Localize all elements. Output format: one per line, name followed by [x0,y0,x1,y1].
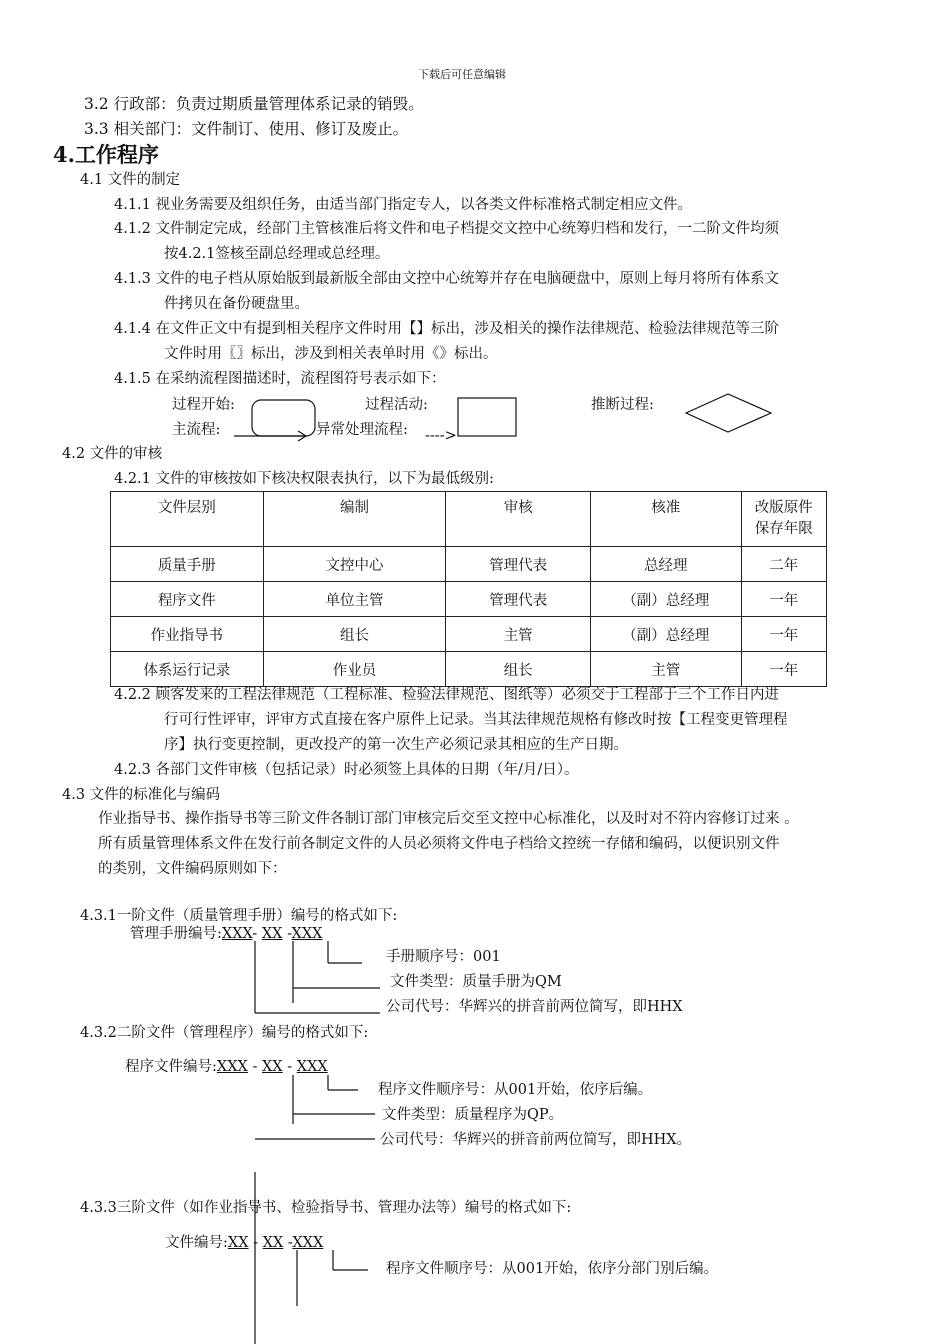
table-row [111,547,827,582]
table-cell: 一年 [741,582,826,617]
flow-dash-arrow: ----> [425,428,457,444]
table-cell: 组长 [263,617,446,652]
s4-3-body-1: 作业指导书、操作指导书等三阶文件各制订部门审核完后交至文控中心标准化，以及时对不符内容修订过来 。 [98,811,799,827]
s4-3-1-title: 4.3.1一阶文件（质量管理手册）编号的格式如下: [80,908,398,924]
table-cell: 质量手册 [111,547,264,582]
flow-decision-symbol [686,394,771,432]
s4-2-title: 4.2 文件的审核 [62,446,163,462]
table-header-row [111,492,827,547]
table-cell: 组长 [446,652,591,687]
flow-main-arrowhead [298,431,306,441]
code-1-note-sequence: 手册顺序号：001 [386,949,501,965]
code-separator: - [248,1235,263,1251]
table-cell: 文控中心 [263,547,446,582]
code-sequence: XXX [296,1059,328,1075]
table-cell: 管理代表 [446,582,591,617]
code-separator: - [282,1059,297,1075]
code-1-note-type: 文件类型：质量手册为QM [390,974,562,990]
para-3-3: 3.3 相关部门：文件制订、使用、修订及废止。 [84,120,409,138]
table-cell: 作业员 [263,652,446,687]
section-4-title: 4.工作程序 [53,142,159,167]
table-cell: 程序文件 [111,582,264,617]
table-header-cell: 文件层别 [111,492,264,547]
flow-start-label: 过程开始: [172,397,235,413]
code-2-note-sequence: 程序文件顺序号：从001开始，依序后编。 [378,1082,653,1098]
code-separator: - [282,926,292,942]
para-3-2: 3.2 行政部：负责过期质量管理体系记录的销毁。 [84,95,424,113]
s4-2-3: 4.2.3 各部门文件审核（包括记录）时必须签上具体的日期（年/月/日）。 [114,762,579,778]
code-format-2 [125,1057,328,1077]
table-cell: 体系运行记录 [111,652,264,687]
s4-3-title: 4.3 文件的标准化与编码 [62,787,221,803]
s4-1-4a: 4.1.4 在文件正文中有提到相关程序文件时用【】标出，涉及相关的操作法律规范、检验法律规范等三阶 [114,321,779,337]
code-label: 管理手册编号: [130,926,222,942]
table-cell: 总经理 [590,547,741,582]
table-cell: 二年 [741,547,826,582]
code-format-3 [165,1233,323,1253]
table-header-retention-line2: 保存年限 [754,521,813,537]
s4-1-4b: 文件时用〖〗标出，涉及到相关表单时用《》标出。 [164,346,498,362]
table-row [111,617,827,652]
s4-1-1: 4.1.1 视业务需要及组织任务，由适当部门指定专人，以各类文件标准格式制定相应文件。 [114,197,692,213]
s4-1-2a: 4.1.2 文件制定完成，经部门主管核准后将文件和电子档提交文控中心统筹归档和发行，一二阶文件均须 [114,221,779,237]
approval-table [110,491,827,687]
code-tree-1 [255,941,380,1013]
s4-2-2a: 4.2.2 顾客发来的工程法律规范（工程标准、检验法律规范、图纸等）必须交于工程部于三个工作日内进 [114,687,779,703]
table-header-cell: 核准 [590,492,741,547]
table-row [111,652,827,687]
code-format-1 [130,924,322,944]
code-2-note-company: 公司代号：华辉兴的拼音前两位简写，即HHX。 [380,1132,692,1148]
s4-2-1: 4.2.1 文件的审核按如下核决权限表执行，以下为最低级别: [114,471,494,487]
s4-3-body-3: 的类别，文件编码原则如下： [98,861,287,877]
code-label: 程序文件编号: [125,1059,217,1075]
flow-decision-label: 推断过程: [591,397,654,413]
code-type: XX [261,1059,283,1075]
table-cell: 单位主管 [263,582,446,617]
table-cell: 一年 [741,652,826,687]
table-cell: 一年 [741,617,826,652]
code-3-note-sequence: 程序文件顺序号：从001开始，依序分部门别后编。 [386,1261,719,1277]
code-2-note-type: 文件类型：质量程序为QP。 [382,1107,564,1123]
s4-2-2b: 行可行性评审，评审方式直接在客户原件上记录。当其法律规范规格有修改时按【工程变更管理程 [164,712,788,728]
table-header-retention-line1: 改版原件 [754,500,813,516]
table-cell: （副）总经理 [590,617,741,652]
code-company: XXX [216,1059,248,1075]
code-separator: - [247,1059,262,1075]
flow-start-symbol [252,400,315,436]
s4-2-2c: 序】执行变更控制，更改投产的第一次生产必须记录其相应的生产日期。 [164,737,628,753]
flow-activity-label: 过程活动: [365,397,428,413]
flow-exception-label: 异常处理流程: [316,422,408,438]
code-1-note-company: 公司代号：华辉兴的拼音前两位简写，即HHX [386,999,683,1015]
table-cell: 管理代表 [446,547,591,582]
s4-3-body-2: 所有质量管理体系文件在发行前各制定文件的人员必须将文件电子档给文控统一存储和编码，以便识别文件 [98,836,780,852]
table-header-cell: 编制 [263,492,446,547]
header-note: 下载后可任意编辑 [418,68,506,81]
table-cell: 主管 [590,652,741,687]
table-cell: （副）总经理 [590,582,741,617]
flow-main-label: 主流程: [172,422,221,438]
s4-3-2-title: 4.3.2二阶文件（管理程序）编号的格式如下: [80,1025,369,1041]
code-type: XX [262,1235,284,1251]
table-header-cell: 审核 [446,492,591,547]
code-tree-2 [255,1075,375,1139]
s4-1-3b: 件拷贝在备份硬盘里。 [164,296,309,312]
table-header-cell-retention [741,492,826,547]
code-separator: - [252,926,262,942]
code-separator: - [283,1235,293,1251]
s4-1-5: 4.1.5 在采纳流程图描述时，流程图符号表示如下： [114,371,446,387]
s4-1-2b: 按4.2.1签核至副总经理或总经理。 [164,246,390,262]
code-type: XX [261,926,283,942]
s4-3-3-title: 4.3.3三阶文件（如作业指导书、检验指导书、管理办法等）编号的格式如下: [80,1200,572,1216]
code-company: XX [227,1235,249,1251]
s4-1-title: 4.1 文件的制定 [80,172,181,188]
table-cell: 作业指导书 [111,617,264,652]
table-cell: 主管 [446,617,591,652]
flow-activity-symbol [458,398,516,436]
s4-1-3a: 4.1.3 文件的电子档从原始版到最新版全部由文控中心统筹并存在电脑硬盘中，原则上每月将所有体系文 [114,271,779,287]
code-sequence: XXX [291,926,323,942]
code-sequence: XXX [292,1235,324,1251]
code-label: 文件编号: [165,1235,228,1251]
table-row [111,582,827,617]
code-company: XXX [221,926,253,942]
